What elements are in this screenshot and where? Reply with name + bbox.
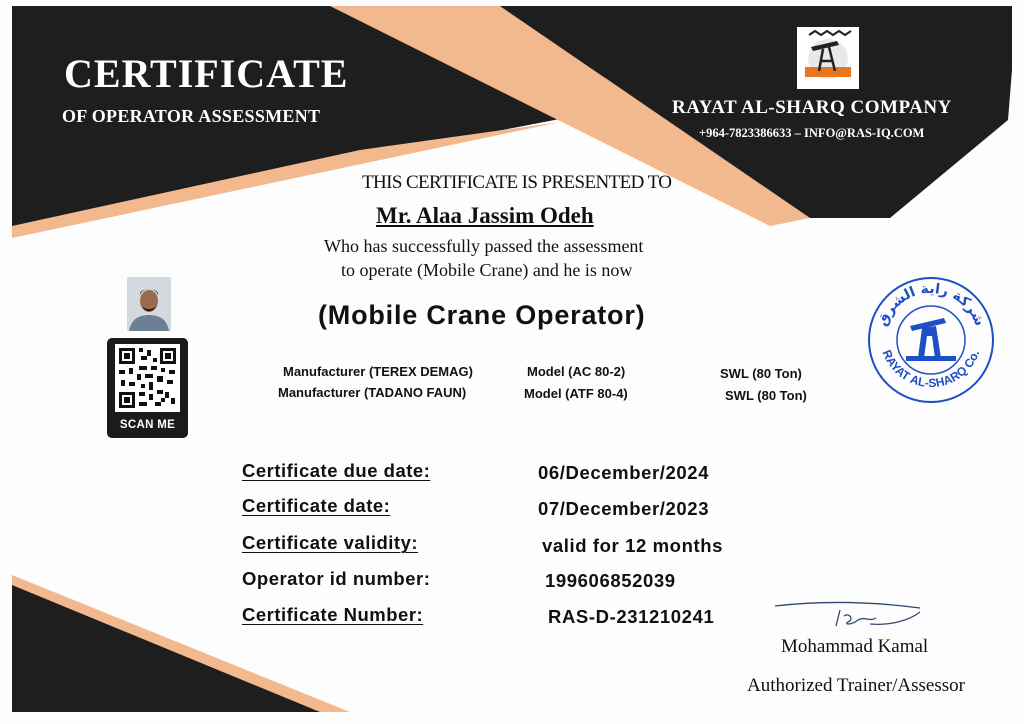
company-logo: [797, 27, 859, 89]
detail-label: Certificate Number:: [242, 604, 424, 625]
stamp-arabic-text: شركة راية الشرق: [874, 280, 988, 329]
svg-text:RAYAT AL-SHARQ Co.: [880, 348, 983, 390]
detail-value: 199606852039: [545, 570, 676, 591]
equipment-manufacturer: Manufacturer (TADANO FAUN): [278, 385, 467, 400]
signer-name: Mohammad Kamal: [781, 636, 929, 657]
equipment-model: Model (AC 80-2): [527, 364, 626, 379]
operator-role: (Mobile Crane Operator): [318, 300, 646, 330]
certificate-subtitle: OF OPERATOR ASSESSMENT: [62, 106, 321, 126]
company-stamp: [866, 276, 996, 404]
equipment-swl: SWL (80 Ton): [720, 366, 802, 381]
detail-label: Operator id number:: [242, 568, 431, 589]
detail-label: Certificate date:: [242, 495, 391, 516]
detail-value: 06/December/2024: [538, 462, 710, 483]
certificate-title: CERTIFICATE: [64, 51, 349, 96]
operator-photo: [127, 277, 171, 331]
handwritten-signature: [770, 596, 940, 641]
company-contact: +964-7823386633 – INFO@RAS-IQ.COM: [699, 126, 925, 140]
detail-label: Certificate due date:: [242, 460, 431, 481]
equipment-manufacturer: Manufacturer (TEREX DEMAG): [283, 364, 473, 379]
equipment-model: Model (ATF 80-4): [524, 386, 628, 401]
qr-code[interactable]: [115, 344, 180, 412]
description-line-1: Who has successfully passed the assessment: [324, 236, 644, 256]
equipment-swl: SWL (80 Ton): [725, 388, 807, 403]
detail-label: Certificate validity:: [242, 532, 419, 553]
description-line-2: to operate (Mobile Crane) and he is now: [341, 260, 633, 280]
detail-value: 07/December/2023: [538, 498, 710, 519]
qr-caption: SCAN ME: [119, 419, 176, 431]
stamp-english-text: RAYAT AL-SHARQ Co.: [879, 347, 983, 391]
qr-code-card[interactable]: [107, 338, 188, 438]
presented-to-line: THIS CERTIFICATE IS PRESENTED TO: [362, 172, 672, 193]
signer-title: Authorized Trainer/Assessor: [747, 675, 965, 696]
detail-value: valid for 12 months: [542, 535, 724, 556]
recipient-name: Mr. Alaa Jassim Odeh: [376, 203, 594, 228]
company-name: RAYAT AL-SHARQ COMPANY: [672, 97, 952, 118]
detail-value: RAS-D-231210241: [548, 606, 715, 627]
